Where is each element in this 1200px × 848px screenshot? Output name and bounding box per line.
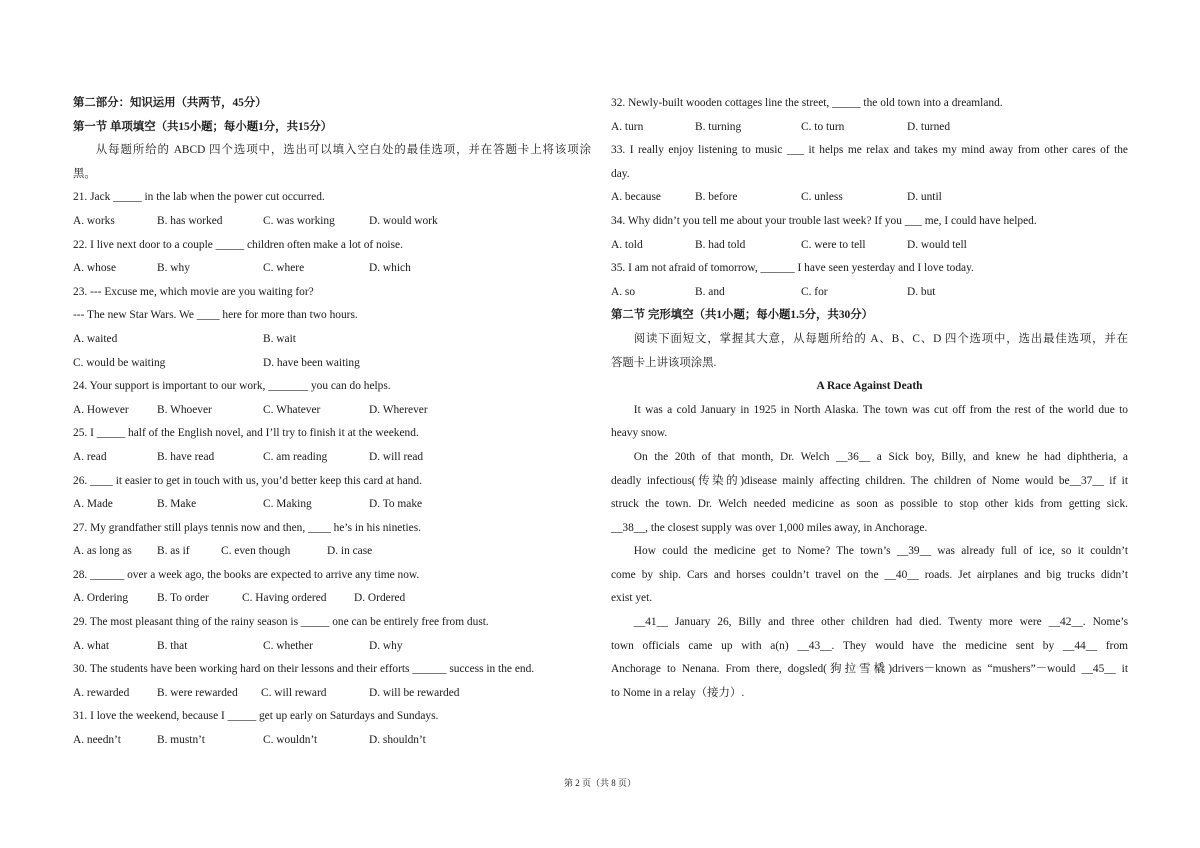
- options-35: [611, 281, 1128, 305]
- options-28: [73, 587, 591, 611]
- option-a: A. whose: [73, 262, 117, 275]
- option-d: D. until: [907, 191, 942, 204]
- option-b: B. and: [695, 285, 725, 298]
- option-a: A. rewarded: [73, 686, 130, 699]
- option-a: A. read: [73, 450, 107, 463]
- options-24: [73, 399, 591, 423]
- option-b: B. To order: [157, 592, 209, 605]
- options-21: [73, 210, 591, 234]
- passage-line: How could the medicine get to Nome? The town’s __39__ was already full of ice, so it couldn’t: [633, 545, 1128, 558]
- question-31: 31. I love the weekend, because I _____ get up early on Saturdays and Sundays.: [73, 710, 439, 723]
- options-33: [611, 186, 1128, 210]
- option-a: A. as long as: [73, 545, 132, 558]
- passage-line: to Nome in a relay（接力）.: [611, 686, 745, 699]
- option-a: A. turn: [611, 120, 644, 133]
- right-column: [611, 92, 1128, 705]
- options-23-row1: [73, 328, 591, 352]
- question-33: 33. I really enjoy listening to music ___ it helps me relax and takes my mind away from other cares of the: [611, 144, 1128, 157]
- question-25: 25. I _____ half of the English novel, and I’ll try to finish it at the weekend.: [73, 427, 419, 440]
- option-d: D. Wherever: [369, 403, 428, 416]
- option-b: B. wait: [263, 332, 296, 345]
- question-35: 35. I am not afraid of tomorrow, ______ I have seen yesterday and I love today.: [611, 262, 974, 275]
- option-c: C. whether: [263, 639, 313, 652]
- options-25: [73, 446, 591, 470]
- passage-line: heavy snow.: [611, 427, 668, 440]
- option-a: A. told: [611, 238, 643, 251]
- question-33-cont: day.: [611, 167, 630, 180]
- passage-line: town officials came up with a(n) __43__. They would have the medicine sent by __44__ from: [611, 639, 1128, 652]
- option-d: D. shouldn’t: [369, 734, 426, 747]
- option-c: C. for: [801, 285, 828, 298]
- page-number: 第 2 页（共 8 页）: [563, 778, 636, 788]
- option-a: A. because: [611, 191, 661, 204]
- options-32: [611, 116, 1128, 140]
- question-24: 24. Your support is important to our work, _______ you can do helps.: [73, 380, 391, 393]
- options-30: [73, 682, 591, 706]
- passage-line: On the 20th of that month, Dr. Welch __36__ a Sick boy, Billy, and knew he had diphtheria, a: [633, 450, 1128, 463]
- option-a: A. However: [73, 403, 129, 416]
- option-d: D. will read: [369, 450, 424, 463]
- options-26: [73, 493, 591, 517]
- section2-instruction-cont: 答题卡上讲该项涂黑.: [611, 356, 717, 369]
- option-d: D. have been waiting: [263, 356, 360, 369]
- option-c: C. where: [263, 262, 305, 275]
- option-c: C. unless: [801, 191, 843, 204]
- option-a: A. waited: [73, 332, 118, 345]
- passage-title: A Race Against Death: [816, 380, 923, 393]
- option-d: D. but: [907, 285, 936, 298]
- option-b: B. why: [157, 262, 190, 275]
- question-34: 34. Why didn’t you tell me about your trouble last week? If you ___ me, I could have helped.: [611, 214, 1037, 227]
- section1-title: 第一节 单项填空（共15小题；每小题1分，共15分）: [73, 120, 333, 133]
- passage-line: struck the town. Dr. Welch needed medicine as soon as possible to stop other kids from getting sick.: [611, 498, 1128, 511]
- option-d: D. would work: [369, 214, 438, 227]
- question-23-reply: --- The new Star Wars. We ____ here for more than two hours.: [73, 309, 358, 322]
- option-c: C. even though: [221, 545, 291, 558]
- question-22: 22. I live next door to a couple _____ children often make a lot of noise.: [73, 238, 403, 251]
- passage-line: come by ship. Cars and horses couldn’t travel on the __40__ roads. Jet airplanes and big trucks didn’t: [611, 568, 1128, 581]
- option-a: A. needn’t: [73, 734, 121, 747]
- options-31: [73, 729, 591, 753]
- option-c: C. were to tell: [801, 238, 866, 251]
- question-32: 32. Newly-built wooden cottages line the street, _____ the old town into a dreamland.: [611, 97, 1003, 109]
- question-21: 21. Jack _____ in the lab when the power cut occurred.: [73, 191, 325, 204]
- option-c: C. to turn: [801, 120, 845, 133]
- section1-instruction: 从每题所给的 ABCD 四个选项中，选出可以填入空白处的最佳选项，并在答题卡上将该项涂: [95, 144, 591, 157]
- passage-line: Anchorage to Nenana. From there, dogsled(狗拉雪橇)drivers－known as “mushers”－would __45__ it: [611, 663, 1128, 676]
- option-a: A. so: [611, 285, 636, 298]
- options-22: [73, 257, 591, 281]
- options-29: [73, 635, 591, 659]
- option-d: D. in case: [327, 545, 373, 558]
- option-d: D. To make: [369, 498, 423, 511]
- passage-line: exist yet.: [611, 592, 653, 605]
- option-c: C. Having ordered: [242, 592, 327, 605]
- option-d: D. which: [369, 262, 411, 275]
- left-column: [73, 92, 591, 753]
- option-c: C. am reading: [263, 450, 328, 463]
- passage-line: __41__ January 26, Billy and three other children had died. Twenty more were __42__. Nome’s: [633, 616, 1128, 629]
- option-a: A. works: [73, 214, 115, 227]
- option-d: D. why: [369, 639, 403, 652]
- section1-instruction-cont: 黑。: [73, 167, 96, 180]
- passage-line: deadly infectious(传染的)disease mainly affecting children. The children of Nome would be__37__ if it: [611, 474, 1128, 487]
- option-c: C. wouldn’t: [263, 734, 318, 747]
- option-a: A. Ordering: [73, 592, 129, 605]
- question-29: 29. The most pleasant thing of the rainy season is _____ one can be entirely free from dust.: [73, 616, 489, 629]
- section2-instruction: 阅读下面短文，掌握其大意，从每题所给的 A、B、C、D 四个选项中，选出最佳选项，并在: [633, 332, 1128, 345]
- options-27: [73, 540, 591, 564]
- option-c: C. will reward: [261, 686, 327, 699]
- option-b: B. had told: [695, 238, 746, 251]
- option-a: A. Made: [73, 498, 113, 511]
- option-b: B. mustn’t: [157, 734, 205, 747]
- option-b: B. has worked: [157, 214, 223, 227]
- option-b: B. turning: [695, 120, 742, 133]
- question-26: 26. ____ it easier to get in touch with us, you’d better keep this card at hand.: [73, 474, 422, 487]
- option-c: C. Making: [263, 498, 312, 511]
- passage-line: It was a cold January in 1925 in North Alaska. The town was cut off from the rest of the world due to: [633, 403, 1128, 416]
- passage-line: __38__, the closest supply was over 1,000 miles away, in Anchorage.: [611, 521, 928, 534]
- option-b: B. before: [695, 191, 738, 204]
- option-b: B. that: [157, 639, 188, 652]
- option-c: C. would be waiting: [73, 356, 166, 369]
- section2-title: 第二节 完形填空（共1小题；每小题1.5分，共30分）: [611, 309, 873, 322]
- option-b: B. have read: [157, 450, 215, 463]
- question-23: 23. --- Excuse me, which movie are you waiting for?: [73, 285, 314, 298]
- option-a: A. what: [73, 639, 110, 652]
- question-27: 27. My grandfather still plays tennis now and then, ____ he’s in his nineties.: [73, 521, 421, 534]
- part-title: 第二部分：知识运用（共两节，45分）: [73, 97, 267, 109]
- option-b: B. as if: [157, 545, 190, 558]
- option-b: B. Whoever: [157, 403, 212, 416]
- option-d: D. will be rewarded: [369, 686, 460, 699]
- options-34: [611, 234, 1128, 258]
- question-28: 28. ______ over a week ago, the books are expected to arrive any time now.: [73, 568, 420, 581]
- option-c: C. Whatever: [263, 403, 321, 416]
- option-d: D. would tell: [907, 238, 967, 251]
- options-23-row2: [73, 352, 591, 376]
- option-b: B. Make: [157, 498, 197, 511]
- option-d: D. Ordered: [354, 592, 406, 605]
- question-30: 30. The students have been working hard on their lessons and their efforts ______ success in the end.: [73, 663, 535, 676]
- option-d: D. turned: [907, 120, 951, 133]
- option-b: B. were rewarded: [157, 686, 238, 699]
- option-c: C. was working: [263, 214, 335, 227]
